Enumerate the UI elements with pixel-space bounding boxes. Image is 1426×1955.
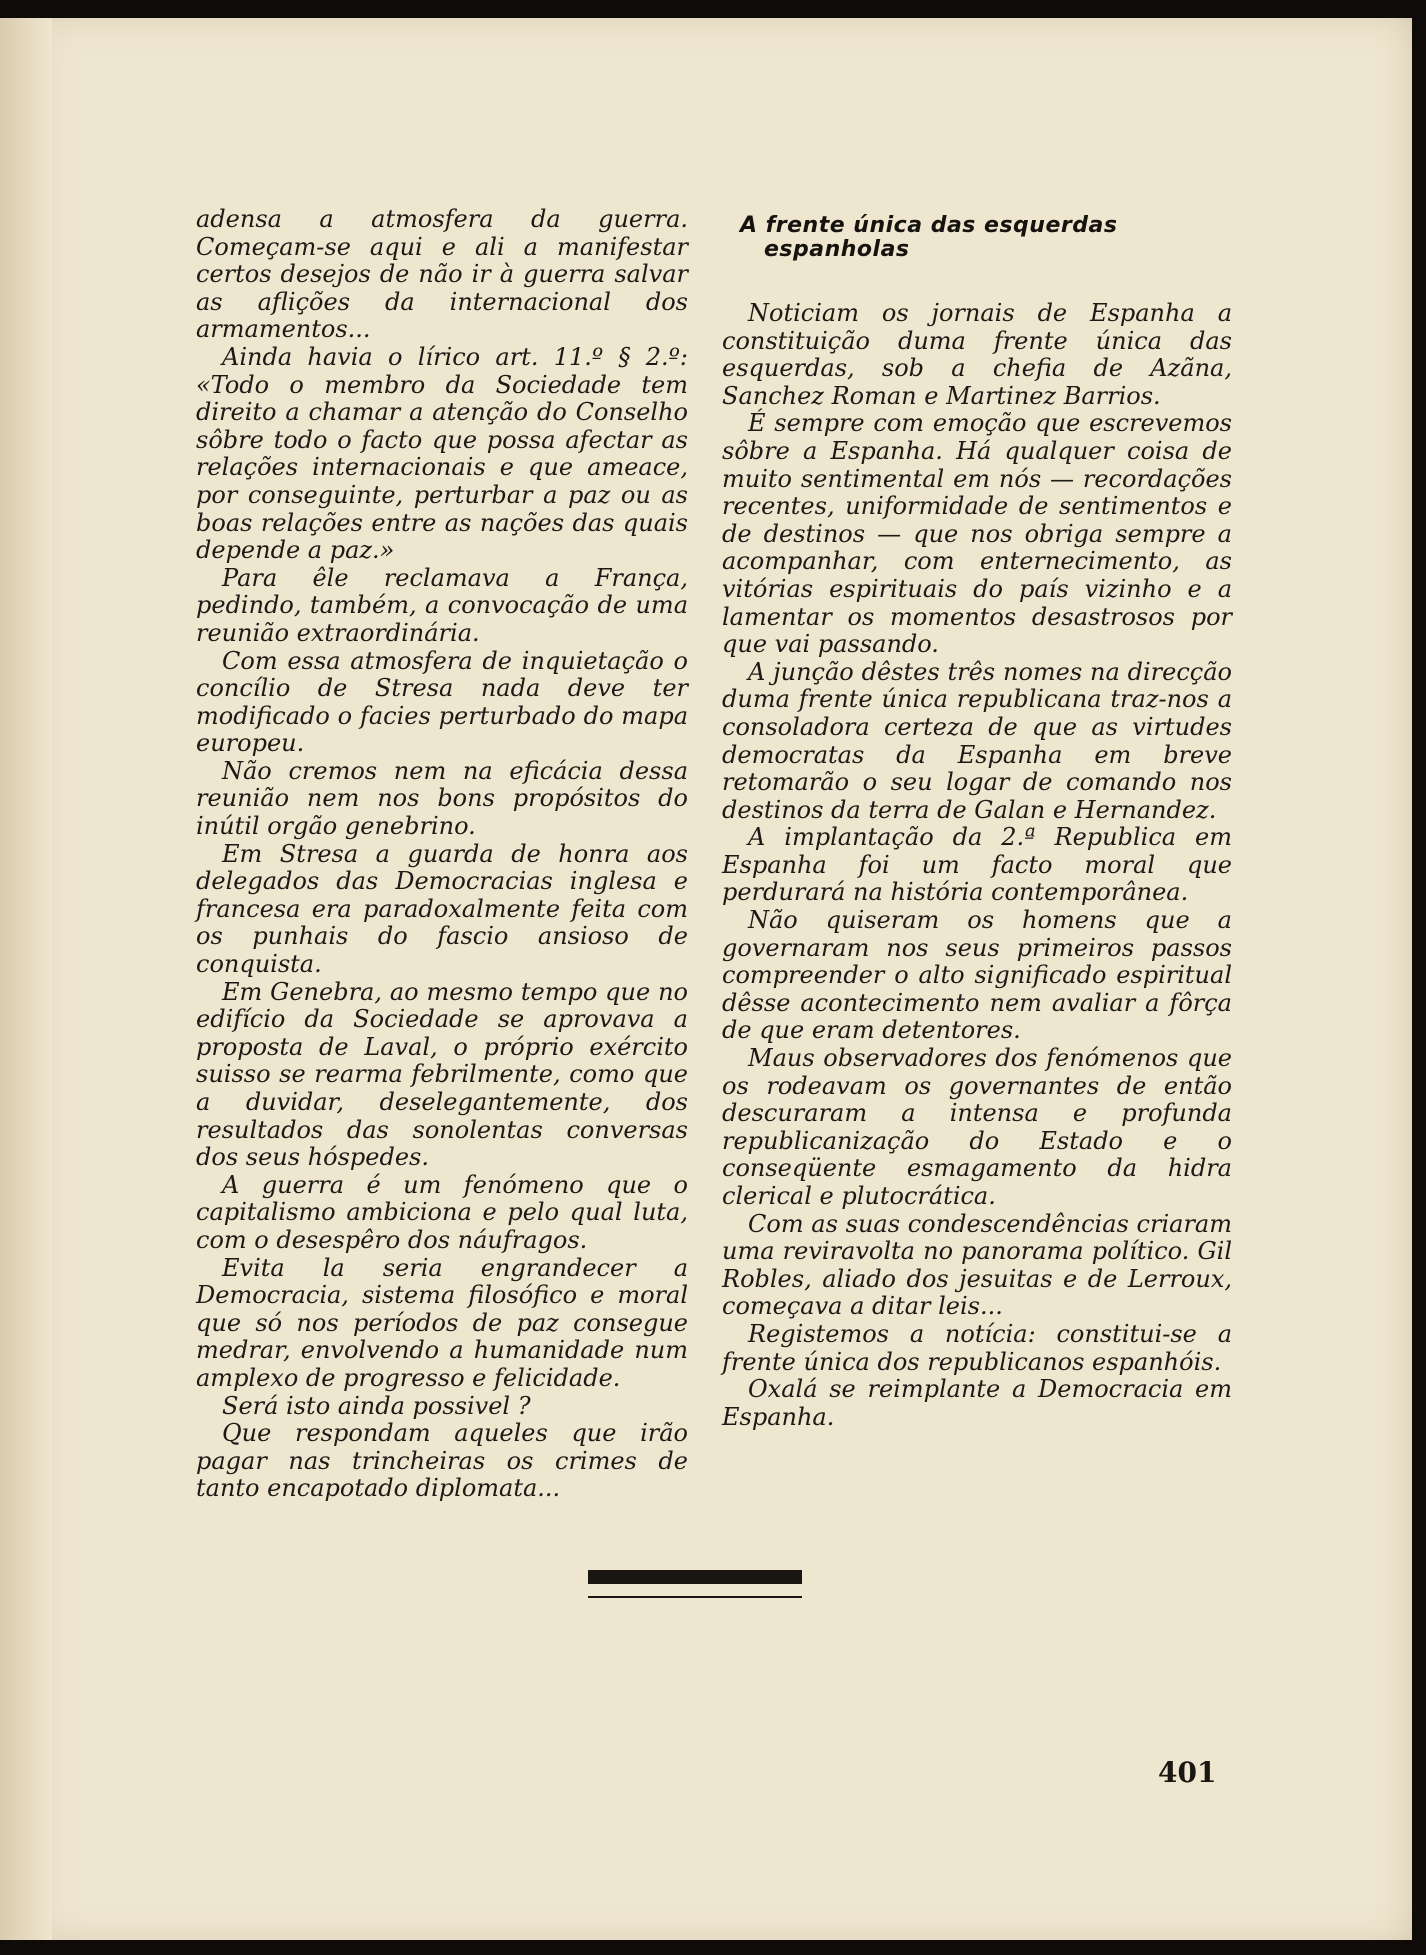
left-paragraph: Com essa atmosfera de inquietação o concílio de Stresa nada deve ter modificado o facies perturbado do mapa europeu. (196, 646, 688, 758)
section-divider (588, 1570, 802, 1600)
article-heading-line2: espanholas (764, 237, 910, 262)
right-paragraph: Com as suas condescendências criaram uma reviravolta no panorama político. Gil Robles, aliado dos jesuitas e de Lerroux, começava a ditar leis... (722, 1209, 1232, 1321)
book-spine-shadow (0, 18, 52, 1940)
right-paragraph: Registemos a notícia: constitui-se a frente única dos republicanos espanhóis. (722, 1319, 1232, 1376)
right-paragraph: Não quiseram os homens que a governaram nos seus primeiros passos compreender o alto significado espiritual dêsse acontecimento nem avaliar a fôrça de que eram detentores. (722, 906, 1232, 1045)
page-number: 401 (1158, 1756, 1217, 1789)
article-heading (740, 214, 1220, 262)
right-paragraph: Maus observadores dos fenómenos que os rodeavam os governantes de então descuraram a intensa e profunda republicanização do Estado e o conseqüente esmagamento da hidra clerical e plutocrática. (722, 1044, 1232, 1210)
right-paragraph: Noticiam os jornais de Espanha a constituição duma frente única das esquerdas, sob a chefia de Azãna, Sanchez Roman e Martinez Barrios. (722, 299, 1232, 410)
right-paragraph: Oxalá se reimplante a Democracia em Espanha. (722, 1375, 1232, 1431)
right-paragraph: É sempre com emoção que escrevemos sôbre a Espanha. Há qualquer coisa de muito sentimental em nós — recordações recentes, uniformidade de sentimentos e de destinos — que nos obriga sempre a acompanhar, com enternecimento, as vitórias espirituais do país vizinho e a lamentar os momentos desastrosos por que vai passando. (722, 409, 1232, 659)
left-paragraph: adensa a atmosfera da guerra. Começam-se aqui e ali a manifestar certos desejos de não ir à guerra salvar as aflições da internacional dos armamentos... (196, 205, 688, 344)
left-paragraph: A guerra é um fenómeno que o capitalismo ambiciona e pelo qual luta, com o desespêro dos náufragos. (196, 1170, 688, 1254)
left-paragraph: Que respondam aqueles que irão pagar nas trincheiras os crimes de tanto encapotado diplomata... (196, 1419, 688, 1503)
right-column (722, 300, 1232, 1431)
left-column (196, 206, 688, 1503)
right-paragraph: A junção dêstes três nomes na direcção duma frente única republicana traz-nos a consoladora certeza de que as virtudes democratas da Espanha em breve retomarão o seu logar de comando nos destinos da terra de Galan e Hernandez. (722, 657, 1232, 824)
divider-thick-rule (588, 1570, 802, 1584)
left-paragraph: Será isto ainda possivel ? (222, 1391, 531, 1420)
left-paragraph: Evita la seria engrandecer a Democracia, sistema filosófico e moral que só nos períodos de paz consegue medrar, envolvendo a humanidade num amplexo de progresso e felicidade. (196, 1253, 688, 1392)
left-paragraph: Em Stresa a guarda de honra aos delegados das Democracias inglesa e francesa era paradoxalmente feita com os punhais do fascio ansioso de conquista. (196, 839, 688, 979)
left-paragraph: Em Genebra, ao mesmo tempo que no edifício da Sociedade se aprovava a proposta de Laval, o próprio exército suisso se rearma febrilmente, como que a duvidar, deselegantemente, dos resultados das sonolentas conversas dos seus hóspedes. (196, 977, 688, 1172)
left-paragraph: Ainda havia o lírico art. 11.º § 2.º: «Todo o membro da Sociedade tem direito a chamar a atenção do Conselho sôbre todo o facto que possa afectar as relações internacionais e que ameace, por conseguinte, perturbar a paz ou as boas relações entre as nações das quais depende a paz.» (196, 342, 688, 565)
right-paragraph: A implantação da 2.ª Republica em Espanha foi um facto moral que perdurará na história contemporânea. (722, 823, 1232, 907)
left-paragraph: Para êle reclamava a França, pedindo, também, a convocação de uma reunião extraordinária. (196, 563, 688, 647)
left-paragraph: Não cremos nem na eficácia dessa reunião nem nos bons propósitos do inútil orgão genebrino. (196, 756, 688, 841)
article-heading-line1: A frente única das esquerdas (740, 213, 1118, 238)
divider-thin-rule (588, 1596, 802, 1598)
